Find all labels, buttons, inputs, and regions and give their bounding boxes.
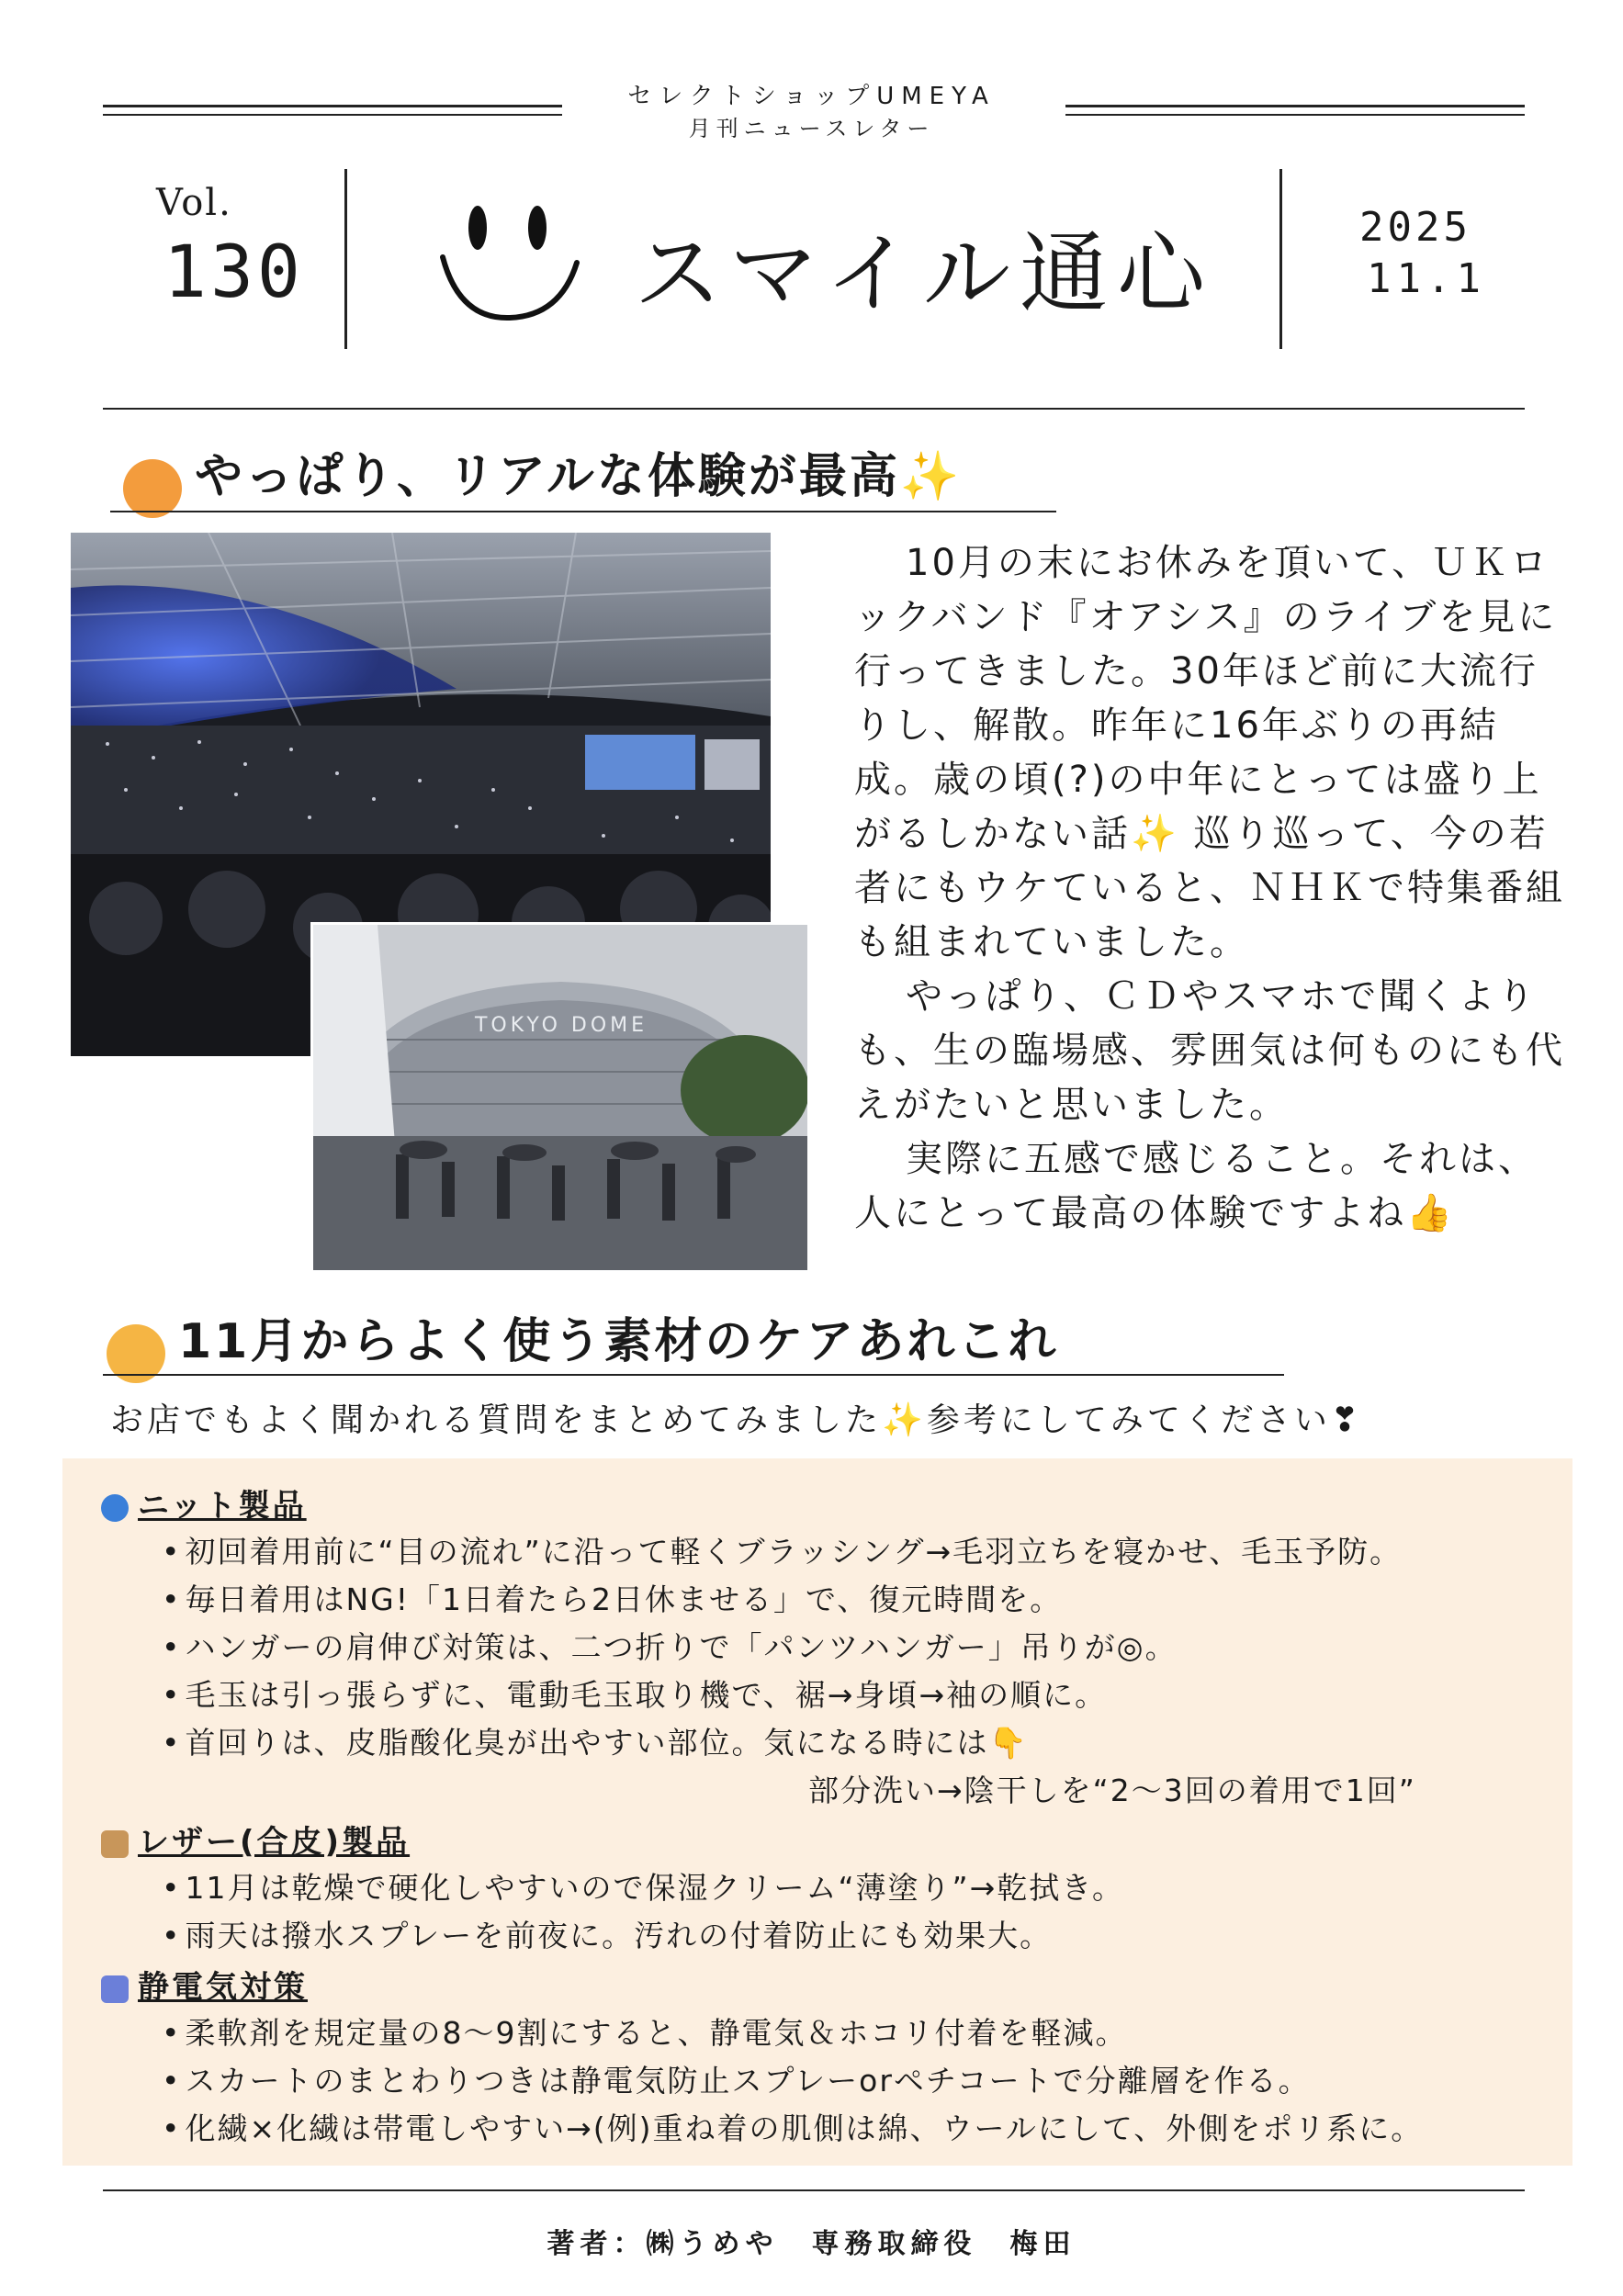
volume-label: Vol.: [156, 182, 232, 224]
article-paragraph-2: やっぱり、ＣＤやスマホで聞くよりも、生の臨場感、雰囲気は何ものにも代えがたいと思いました。: [854, 975, 1565, 1126]
article-heading-text: やっぱり、リアルな体験が最高✨: [195, 449, 963, 504]
leather-item-1: • 11月は乾燥で硬化しやすいので保湿クリーム“薄塗り”→乾拭き。: [162, 1864, 1124, 1908]
tokyo-dome-photo: [310, 922, 810, 1273]
care-heading-text: 11月からよく使う素材のケアあれこれ: [178, 1314, 1059, 1369]
socks-icon: [101, 1975, 129, 2003]
smiley-icon: [432, 191, 588, 329]
article-body: [854, 536, 1571, 1241]
article-paragraph-3: 実際に五感で感じること。それは、人にとって最高の体験ですよね👍: [854, 1138, 1538, 1234]
footer-rule: [103, 2189, 1525, 2191]
leather-item-2: • 雨天は撥水スプレーを前夜に。汚れの付着防止にも効果大。: [162, 1912, 1052, 1955]
masthead-divider-right: [1279, 169, 1282, 349]
author-credit: 著者：㈱うめや 専務取締役 梅田: [547, 2228, 1076, 2260]
care-heading: [107, 1302, 1058, 1383]
knit-item-3: • ハンガーの肩伸び対策は、二つ折りで「パンツハンガー」吊りが◎。: [162, 1624, 1178, 1667]
knit-item-4: • 毛玉は引っ張らずに、電動毛玉取り機で、裾→身頃→袖の順に。: [162, 1671, 1107, 1715]
category-leather: [101, 1817, 410, 1862]
person-icon: [123, 459, 182, 518]
newsletter-title: スマイル通心: [634, 222, 1215, 325]
care-intro: お店でもよく聞かれる質問をまとめてみました✨参考にしてみてください❣: [110, 1401, 1362, 1439]
masthead-bottom-rule: [103, 408, 1525, 410]
static-item-3: • 化繊×化繊は帯電しやすい→(例)重ね着の肌側は綿、ウールにして、外側をポリ系に。: [162, 2105, 1423, 2148]
newsletter-type: 月刊ニュースレター: [688, 116, 935, 141]
article-heading-underline: [110, 511, 1056, 512]
category-knit: [101, 1480, 307, 1525]
coat-icon: [101, 1830, 129, 1858]
issue-year: 2025: [1359, 204, 1471, 251]
masthead-divider-left: [344, 169, 347, 349]
category-knit-title: ニット製品: [138, 1488, 307, 1525]
static-item-1: • 柔軟剤を規定量の8～9割にすると、静電気＆ホコリ付着を軽減。: [162, 2009, 1127, 2053]
knit-item-5: • 首回りは、皮脂酸化臭が出やすい部位。気になる時には👇: [162, 1719, 1029, 1762]
issue-date: 11.1: [1367, 255, 1486, 302]
category-static-title: 静電気対策: [138, 1969, 308, 2006]
category-static: [101, 1962, 308, 2007]
article-paragraph-1: 10月の末にお休みを頂いて、ＵＫロックバンド『オアシス』のライブを見に行ってきました。30年ほど前に大流行りし、解散。昨年に16年ぶりの再結成。歳の頃(?)の中年にとっては盛り上がるしかない話✨ 巡り巡って、今の若者にもウケていると、ＮＨＫで特集番組も組まれていました。: [854, 542, 1565, 963]
knit-note: 部分洗い→陰干しを“2～3回の着用で1回”: [808, 1773, 1416, 1808]
category-leather-title: レザー(合皮)製品: [138, 1824, 411, 1861]
dome-sign: TOKYO DOME: [474, 1014, 648, 1037]
volume-number: 130: [163, 231, 304, 314]
care-heading-underline: [103, 1374, 1284, 1376]
article-heading: [123, 437, 963, 518]
knit-item-2: • 毎日着用はNG!「1日着たら2日休ませる」で、復元時間を。: [162, 1576, 1062, 1619]
static-item-2: • スカートのまとわりつきは静電気防止スプレーorペチコートで分離層を作る。: [162, 2057, 1311, 2100]
yarn-icon: [101, 1494, 129, 1522]
knit-item-1: • 初回着用前に“目の流れ”に沿って軽くブラッシング→毛羽立ちを寝かせ、毛玉予防。: [162, 1528, 1402, 1571]
shop-name: セレクトショップUMEYA: [627, 83, 996, 110]
